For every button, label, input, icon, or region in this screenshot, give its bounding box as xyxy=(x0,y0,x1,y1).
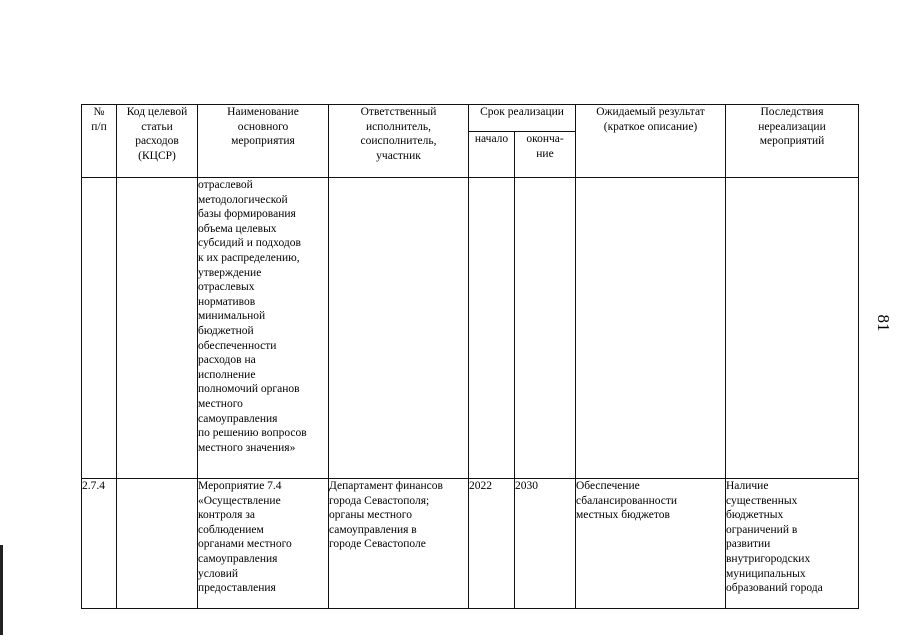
header-end: оконча- ние xyxy=(515,132,576,178)
header-responsible: Ответственный исполнитель, соисполнитель, участник xyxy=(329,105,469,178)
table-row xyxy=(82,178,859,479)
header-kcsr: Код целевой статьи расходов (КЦСР) xyxy=(117,105,198,178)
header-name: Наименование основного мероприятия xyxy=(198,105,329,178)
header-num: № п/п xyxy=(82,105,117,178)
header-start: начало xyxy=(469,132,515,178)
cell-end xyxy=(515,178,576,479)
header-row-1 xyxy=(82,105,859,132)
cell-num: 2.7.4 xyxy=(82,479,117,609)
cell-consequences xyxy=(726,178,859,479)
header-consequences: Последствия нереализации мероприятий xyxy=(726,105,859,178)
scan-edge-mark xyxy=(0,545,3,635)
table-row xyxy=(82,479,859,609)
cell-num xyxy=(82,178,117,479)
cell-start: 2022 xyxy=(469,479,515,609)
cell-consequences: Наличие существенных бюджетных ограничений в развитии внутригородских муниципальных образований города xyxy=(726,479,859,609)
page-number: 81 xyxy=(874,314,893,332)
header-result: Ожидаемый результат (краткое описание) xyxy=(576,105,726,178)
cell-end: 2030 xyxy=(515,479,576,609)
cell-name: Мероприятие 7.4 «Осуществление контроля за соблюдением органами местного самоуправления условий предоставления xyxy=(198,479,329,609)
header-period: Срок реализации xyxy=(469,105,576,132)
cell-start xyxy=(469,178,515,479)
cell-result xyxy=(576,178,726,479)
cell-responsible xyxy=(329,178,469,479)
cell-name: отраслевой методологической базы формирования объема целевых субсидий и подходов к их распределению, утверждение отраслевых нормативов минимальной бюджетной обеспеченности расходов на исполнение полномочий органов местного самоуправления по решению вопросов местного значения» xyxy=(198,178,329,479)
activities-table xyxy=(81,104,859,609)
cell-responsible: Департамент финансов города Севастополя; органы местного самоуправления в городе Севастополе xyxy=(329,479,469,609)
cell-kcsr xyxy=(117,178,198,479)
cell-kcsr xyxy=(117,479,198,609)
cell-result: Обеспечение сбалансированности местных бюджетов xyxy=(576,479,726,609)
